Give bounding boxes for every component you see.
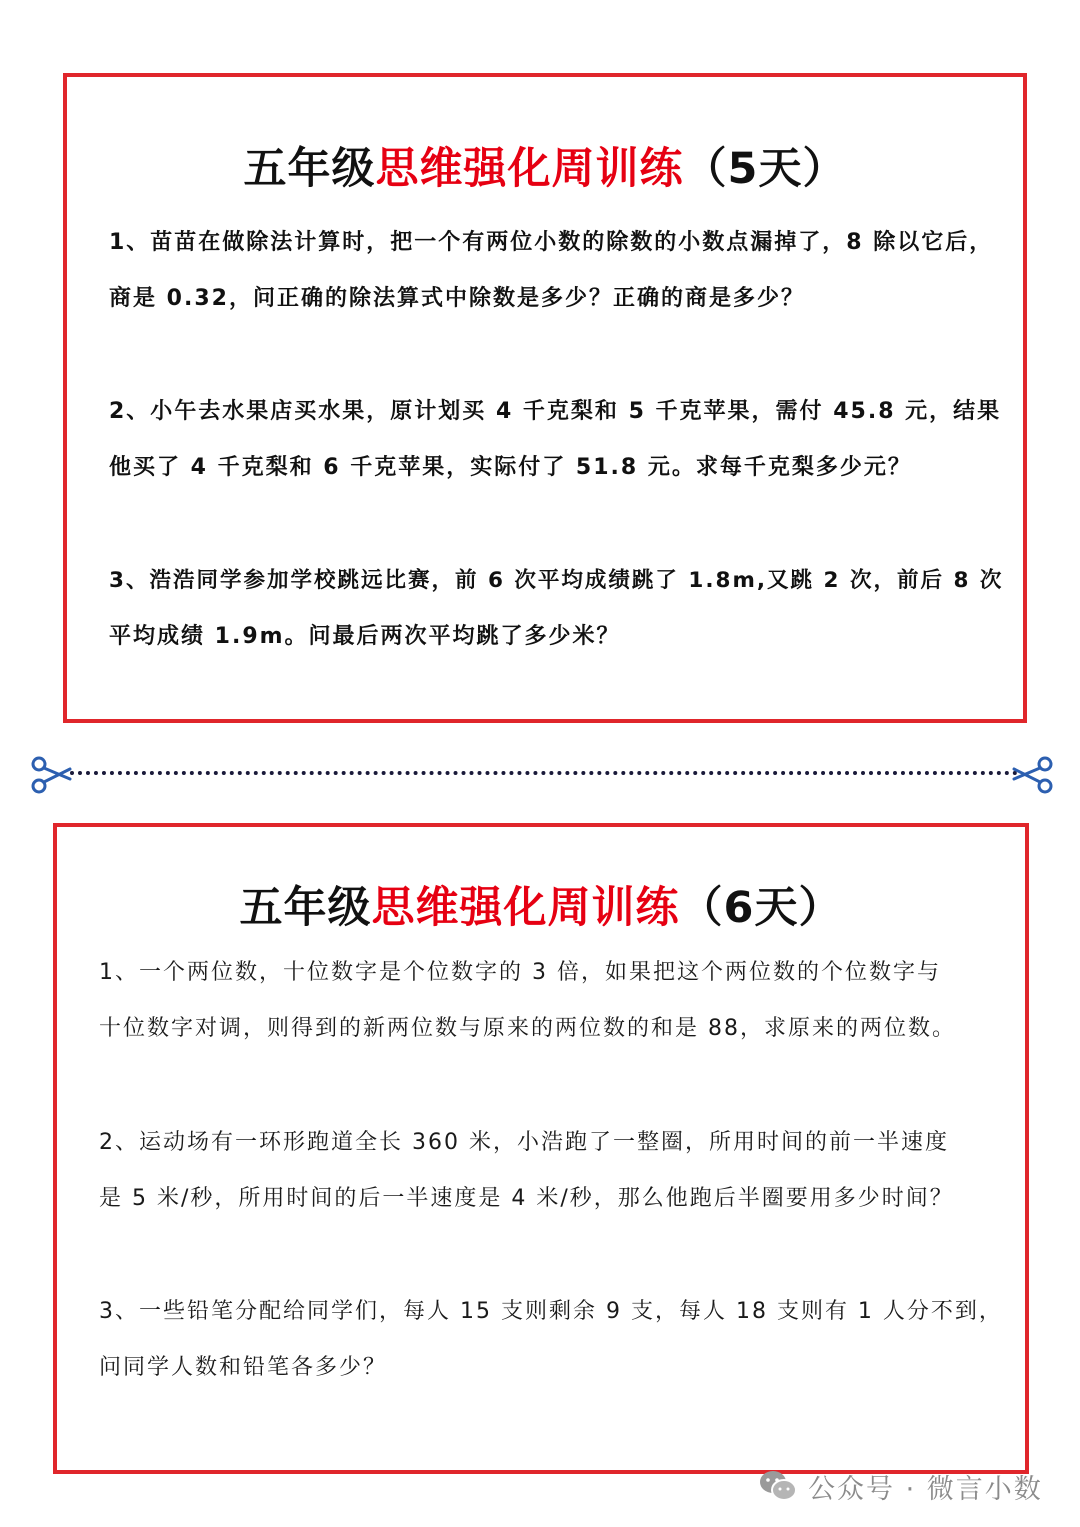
watermark bbox=[758, 1466, 1043, 1506]
problem-1 bbox=[99, 945, 956, 1057]
problem-line: 平均成绩 1.9m。问最后两次平均跳了多少米？ bbox=[109, 624, 621, 649]
title-grade: 五年级 bbox=[239, 883, 372, 933]
worksheet-card-day6 bbox=[53, 823, 1029, 1474]
problem-3 bbox=[109, 553, 1003, 665]
scissors-icon bbox=[30, 755, 74, 795]
watermark-text: 公众号 · 微言小数 bbox=[808, 1473, 1043, 1505]
problem-line: 十位数字对调，则得到的新两位数与原来的两位数的和是 88，求原来的两位数。 bbox=[99, 1016, 956, 1041]
problem-2 bbox=[109, 384, 1001, 496]
problem-line: 问同学人数和铅笔各多少？ bbox=[99, 1355, 388, 1380]
problem-line: 商是 0.32，问正确的除法算式中除数是多少？正确的商是多少？ bbox=[109, 286, 805, 311]
worksheet-card-day5 bbox=[63, 73, 1027, 723]
title-highlight: 思维强化周训练 bbox=[371, 883, 680, 933]
scissors-icon bbox=[1010, 755, 1054, 795]
problem-line: 2、运动场有一环形跑道全长 360 米，小浩跑了一整圈，所用时间的前一半速度 bbox=[99, 1130, 949, 1155]
problem-line: 是 5 米/秒，所用时间的后一半速度是 4 米/秒，那么他跑后半圈要用多少时间？ bbox=[99, 1186, 954, 1211]
card-title bbox=[67, 135, 1023, 196]
card-title bbox=[57, 874, 1025, 935]
problem-line: 1、苗苗在做除法计算时，把一个有两位小数的除数的小数点漏掉了，8 除以它后， bbox=[109, 230, 994, 255]
cut-line-divider bbox=[70, 771, 1018, 775]
problem-line: 1、一个两位数，十位数字是个位数字的 3 倍，如果把这个两位数的个位数字与 bbox=[99, 960, 941, 985]
problem-line: 2、小午去水果店买水果，原计划买 4 千克梨和 5 千克苹果，需付 45.8 元，结果 bbox=[109, 399, 1002, 424]
title-day: （6天） bbox=[679, 883, 843, 933]
problem-2 bbox=[99, 1115, 954, 1227]
title-highlight: 思维强化周训练 bbox=[375, 144, 684, 194]
problem-1 bbox=[109, 215, 993, 327]
title-grade: 五年级 bbox=[243, 144, 376, 194]
problem-line: 他买了 4 千克梨和 6 千克苹果，实际付了 51.8 元。求每千克梨多少元？ bbox=[109, 455, 912, 480]
wechat-icon bbox=[758, 1469, 798, 1503]
problem-line: 3、浩浩同学参加学校跳远比赛，前 6 次平均成绩跳了 1.8m,又跳 2 次，前后 8 次 bbox=[109, 568, 1004, 593]
title-day: （5天） bbox=[683, 144, 847, 194]
problem-line: 3、一些铅笔分配给同学们，每人 15 支则剩余 9 支，每人 18 支则有 1 人分不到， bbox=[99, 1299, 1003, 1324]
problem-3 bbox=[99, 1284, 1003, 1396]
